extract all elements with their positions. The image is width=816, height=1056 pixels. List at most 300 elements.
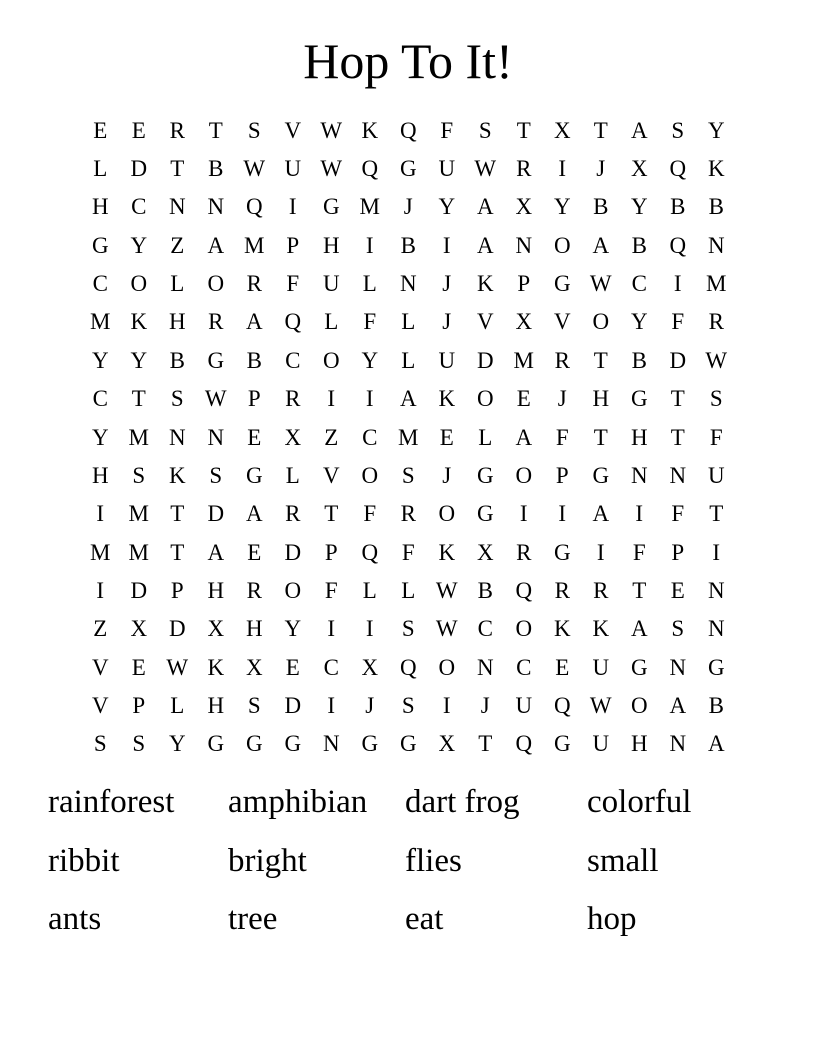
grid-letter: D bbox=[168, 616, 186, 642]
grid-letter: E bbox=[555, 654, 570, 680]
grid-letter: C bbox=[285, 347, 301, 373]
grid-letter: G bbox=[592, 462, 610, 488]
puzzle-title: Hop To It! bbox=[303, 33, 513, 89]
grid-letter: T bbox=[709, 501, 724, 527]
grid-letter: R bbox=[285, 501, 301, 527]
grid-letter: G bbox=[553, 539, 571, 565]
grid-letter: E bbox=[93, 117, 108, 143]
grid-letter: O bbox=[284, 577, 302, 603]
grid-letter: F bbox=[324, 577, 338, 603]
grid-letter: B bbox=[169, 347, 185, 373]
grid-letter: A bbox=[630, 117, 648, 143]
grid-letter: G bbox=[245, 731, 263, 757]
grid-letter: J bbox=[442, 462, 452, 488]
grid-letter: A bbox=[399, 386, 417, 412]
grid-letter: H bbox=[91, 462, 109, 488]
grid-letter: M bbox=[90, 309, 111, 335]
grid-letter: S bbox=[709, 386, 723, 412]
grid-letter: U bbox=[592, 731, 610, 757]
grid-letter: D bbox=[207, 501, 225, 527]
grid-letter: N bbox=[476, 654, 494, 680]
grid-letter: H bbox=[245, 616, 263, 642]
grid-letter: N bbox=[207, 424, 225, 450]
grid-letter: S bbox=[671, 616, 685, 642]
grid-letter: C bbox=[362, 424, 378, 450]
grid-letter: S bbox=[247, 693, 261, 719]
grid-letter: S bbox=[671, 117, 685, 143]
grid-letter: T bbox=[208, 117, 223, 143]
grid-letter: W bbox=[166, 654, 189, 680]
grid-letter: H bbox=[168, 309, 186, 335]
grid-letter: W bbox=[243, 156, 266, 182]
grid-letter: Y bbox=[284, 616, 302, 642]
grid-letter: W bbox=[589, 693, 612, 719]
grid-letter: G bbox=[322, 194, 340, 220]
grid-letter: B bbox=[400, 232, 416, 258]
grid-letter: M bbox=[128, 424, 149, 450]
grid-letter: O bbox=[515, 616, 533, 642]
grid-letter: G bbox=[553, 271, 571, 297]
grid-letter: R bbox=[246, 271, 262, 297]
grid-letter: M bbox=[90, 539, 111, 565]
grid-letter: X bbox=[130, 616, 148, 642]
grid-letter: X bbox=[630, 156, 648, 182]
grid-letter: N bbox=[707, 577, 725, 603]
grid-letter: L bbox=[362, 577, 377, 603]
grid-letter: P bbox=[286, 232, 300, 258]
grid-letter: X bbox=[515, 194, 533, 220]
grid-letter: W bbox=[589, 271, 612, 297]
grid-letter: S bbox=[401, 616, 415, 642]
grid-letter: X bbox=[361, 654, 379, 680]
grid-letter: G bbox=[553, 731, 571, 757]
grid-letter: O bbox=[361, 462, 379, 488]
grid-letter: E bbox=[670, 577, 685, 603]
grid-letter: H bbox=[91, 194, 109, 220]
grid-letter: R bbox=[400, 501, 416, 527]
grid-letter: U bbox=[592, 654, 610, 680]
grid-letter: N bbox=[669, 654, 687, 680]
grid-letter: K bbox=[553, 616, 571, 642]
grid-letter: J bbox=[480, 693, 490, 719]
grid-letter: A bbox=[630, 616, 648, 642]
grid-letter: G bbox=[630, 654, 648, 680]
grid-letter: U bbox=[322, 271, 340, 297]
grid-letter: I bbox=[365, 232, 374, 258]
grid-letter: N bbox=[669, 462, 687, 488]
grid-letter: I bbox=[288, 194, 297, 220]
grid-letter: H bbox=[207, 693, 225, 719]
grid-letter: D bbox=[130, 156, 148, 182]
grid-letter: A bbox=[707, 731, 725, 757]
grid-letter: A bbox=[476, 194, 494, 220]
grid-letter: Y bbox=[630, 194, 648, 220]
grid-letter: W bbox=[204, 386, 227, 412]
word-item: colorful bbox=[587, 784, 692, 820]
grid-letter: E bbox=[131, 117, 146, 143]
grid-letter: W bbox=[474, 156, 497, 182]
grid-letter: F bbox=[401, 539, 415, 565]
grid-letter: R bbox=[554, 577, 570, 603]
grid-letter: T bbox=[170, 501, 185, 527]
grid-letter: M bbox=[128, 539, 149, 565]
grid-letter: V bbox=[553, 309, 571, 335]
grid-letter: G bbox=[476, 462, 494, 488]
grid-letter: Q bbox=[284, 309, 302, 335]
grid-letter: V bbox=[284, 117, 302, 143]
grid-letter: L bbox=[285, 462, 300, 488]
grid-letter: Q bbox=[669, 232, 687, 258]
grid-letter: S bbox=[247, 117, 261, 143]
grid-letter: B bbox=[208, 156, 224, 182]
grid-letter: R bbox=[593, 577, 609, 603]
grid-letter: N bbox=[207, 194, 225, 220]
grid-letter: B bbox=[246, 347, 262, 373]
grid-letter: S bbox=[401, 462, 415, 488]
grid-letter: V bbox=[91, 654, 109, 680]
grid-letter: X bbox=[553, 117, 571, 143]
grid-letter: G bbox=[284, 731, 302, 757]
grid-letter: I bbox=[442, 693, 451, 719]
grid-letter: L bbox=[362, 271, 377, 297]
grid-letter: Y bbox=[168, 731, 186, 757]
grid-letter: T bbox=[170, 156, 185, 182]
grid-letter: U bbox=[438, 156, 456, 182]
grid-letter: N bbox=[515, 232, 533, 258]
grid-letter: I bbox=[96, 577, 105, 603]
grid-letter: Y bbox=[361, 347, 379, 373]
grid-letter: V bbox=[322, 462, 340, 488]
grid-letter: I bbox=[365, 616, 374, 642]
grid-letter: K bbox=[592, 616, 610, 642]
grid-letter: Y bbox=[130, 232, 148, 258]
grid-letter: K bbox=[207, 654, 225, 680]
grid-letter: W bbox=[435, 577, 458, 603]
grid-letter: J bbox=[403, 194, 413, 220]
grid-letter: B bbox=[670, 194, 686, 220]
grid-letter: A bbox=[669, 693, 687, 719]
word-item: tree bbox=[228, 901, 278, 938]
grid-letter: F bbox=[440, 117, 454, 143]
grid-letter: T bbox=[324, 501, 339, 527]
grid-letter: P bbox=[517, 271, 531, 297]
grid-letter: T bbox=[632, 577, 647, 603]
grid-letter: K bbox=[130, 309, 148, 335]
grid-letter: N bbox=[399, 271, 417, 297]
grid-letter: H bbox=[322, 232, 340, 258]
grid-letter: R bbox=[169, 117, 185, 143]
word-item: flies bbox=[405, 842, 462, 879]
grid-letter: K bbox=[438, 386, 456, 412]
word-item: bright bbox=[228, 842, 307, 879]
grid-letter: I bbox=[96, 501, 105, 527]
grid-letter: O bbox=[322, 347, 340, 373]
grid-letter: J bbox=[442, 309, 452, 335]
grid-letter: E bbox=[247, 539, 262, 565]
grid-letter: B bbox=[477, 577, 493, 603]
grid-letter: L bbox=[478, 424, 493, 450]
grid-letter: S bbox=[132, 731, 146, 757]
grid-letter: G bbox=[476, 501, 494, 527]
grid-letter: X bbox=[476, 539, 494, 565]
grid-letter: T bbox=[478, 731, 493, 757]
grid-letter: E bbox=[439, 424, 454, 450]
grid-letter: C bbox=[323, 654, 339, 680]
grid-letter: N bbox=[630, 462, 648, 488]
grid-letter: P bbox=[247, 386, 261, 412]
grid-letter: Q bbox=[399, 117, 417, 143]
grid-letter: A bbox=[207, 539, 225, 565]
grid-letter: Y bbox=[438, 194, 456, 220]
grid-letter: R bbox=[246, 577, 262, 603]
grid-letter: Z bbox=[93, 616, 108, 642]
grid-letter: I bbox=[365, 386, 374, 412]
grid-letter: P bbox=[671, 539, 685, 565]
grid-letter: O bbox=[515, 462, 533, 488]
grid-letter: J bbox=[557, 386, 567, 412]
grid-letter: I bbox=[327, 386, 336, 412]
grid-letter: R bbox=[554, 347, 570, 373]
grid-letter: B bbox=[708, 693, 724, 719]
grid-letter: B bbox=[631, 347, 647, 373]
grid-letter: R bbox=[285, 386, 301, 412]
grid-letter: F bbox=[709, 424, 723, 450]
grid-letter: J bbox=[596, 156, 606, 182]
grid-letter: I bbox=[558, 156, 567, 182]
grid-letter: C bbox=[631, 271, 647, 297]
grid-letter: A bbox=[476, 232, 494, 258]
grid-letter: L bbox=[170, 693, 185, 719]
grid-letter: X bbox=[515, 309, 533, 335]
grid-letter: I bbox=[673, 271, 682, 297]
grid-letter: E bbox=[285, 654, 300, 680]
grid-letter: P bbox=[324, 539, 338, 565]
grid-letter: N bbox=[707, 616, 725, 642]
grid-letter: W bbox=[435, 616, 458, 642]
grid-letter: O bbox=[130, 271, 148, 297]
grid-letter: Q bbox=[515, 731, 533, 757]
grid-letter: A bbox=[592, 501, 610, 527]
grid-letter: A bbox=[245, 501, 263, 527]
grid-letter: G bbox=[707, 654, 725, 680]
grid-letter: X bbox=[438, 731, 456, 757]
grid-letter: R bbox=[208, 309, 224, 335]
grid-letter: U bbox=[515, 693, 533, 719]
grid-letter: C bbox=[131, 194, 147, 220]
grid-letter: I bbox=[327, 616, 336, 642]
word-item: amphibian bbox=[228, 784, 368, 820]
grid-letter: S bbox=[93, 731, 107, 757]
grid-letter: Y bbox=[553, 194, 571, 220]
grid-letter: G bbox=[399, 731, 417, 757]
grid-letter: D bbox=[284, 693, 302, 719]
grid-letter: K bbox=[168, 462, 186, 488]
grid-letter: T bbox=[670, 386, 685, 412]
grid-letter: S bbox=[209, 462, 223, 488]
grid-letter: G bbox=[245, 462, 263, 488]
grid-letter: R bbox=[708, 309, 724, 335]
grid-letter: T bbox=[516, 117, 531, 143]
grid-letter: S bbox=[478, 117, 492, 143]
word-item: eat bbox=[405, 901, 444, 938]
grid-letter: I bbox=[596, 539, 605, 565]
grid-letter: M bbox=[398, 424, 419, 450]
grid-letter: C bbox=[516, 654, 532, 680]
grid-letter: K bbox=[476, 271, 494, 297]
grid-letter: L bbox=[170, 271, 185, 297]
word-item: dart frog bbox=[405, 784, 520, 820]
grid-letter: Q bbox=[399, 654, 417, 680]
grid-letter: G bbox=[399, 156, 417, 182]
grid-letter: M bbox=[128, 501, 149, 527]
grid-letter: E bbox=[516, 386, 531, 412]
grid-letter: O bbox=[438, 654, 456, 680]
grid-letter: N bbox=[669, 731, 687, 757]
grid-letter: H bbox=[630, 731, 648, 757]
grid-letter: O bbox=[476, 386, 494, 412]
grid-letter: I bbox=[558, 501, 567, 527]
grid-letter: F bbox=[671, 309, 685, 335]
grid-letter: D bbox=[130, 577, 148, 603]
grid-letter: A bbox=[207, 232, 225, 258]
grid-letter: R bbox=[516, 156, 532, 182]
grid-letter: X bbox=[245, 654, 263, 680]
grid-letter: G bbox=[361, 731, 379, 757]
grid-letter: D bbox=[284, 539, 302, 565]
grid-letter: E bbox=[247, 424, 262, 450]
grid-letter: D bbox=[476, 347, 494, 373]
grid-letter: T bbox=[593, 424, 608, 450]
grid-letter: T bbox=[670, 424, 685, 450]
grid-letter: Q bbox=[361, 539, 379, 565]
grid-letter: G bbox=[207, 347, 225, 373]
grid-letter: Q bbox=[553, 693, 571, 719]
grid-letter: I bbox=[712, 539, 721, 565]
grid-letter: N bbox=[322, 731, 340, 757]
grid-letter: M bbox=[359, 194, 380, 220]
grid-letter: U bbox=[707, 462, 725, 488]
grid-letter: F bbox=[632, 539, 646, 565]
grid-letter: G bbox=[207, 731, 225, 757]
word-item: rainforest bbox=[48, 784, 175, 820]
grid-letter: V bbox=[91, 693, 109, 719]
grid-letter: U bbox=[438, 347, 456, 373]
grid-letter: P bbox=[132, 693, 146, 719]
grid-letter: E bbox=[131, 654, 146, 680]
grid-letter: H bbox=[630, 424, 648, 450]
grid-letter: M bbox=[706, 271, 727, 297]
grid-letter: G bbox=[91, 232, 109, 258]
grid-letter: A bbox=[515, 424, 533, 450]
grid-letter: Y bbox=[130, 347, 148, 373]
grid-letter: G bbox=[630, 386, 648, 412]
grid-letter: B bbox=[593, 194, 609, 220]
grid-letter: O bbox=[630, 693, 648, 719]
grid-letter: S bbox=[170, 386, 184, 412]
grid-letter: J bbox=[365, 693, 375, 719]
grid-letter: T bbox=[593, 117, 608, 143]
grid-letter: M bbox=[244, 232, 265, 258]
grid-letter: A bbox=[245, 309, 263, 335]
word-item: ribbit bbox=[48, 842, 120, 879]
grid-letter: K bbox=[707, 156, 725, 182]
grid-letter: X bbox=[284, 424, 302, 450]
grid-letter: F bbox=[363, 309, 377, 335]
grid-letter: W bbox=[320, 156, 343, 182]
grid-letter: B bbox=[708, 194, 724, 220]
word-list bbox=[48, 773, 787, 949]
grid-letter: W bbox=[320, 117, 343, 143]
grid-letter: N bbox=[168, 424, 186, 450]
grid-letter: A bbox=[592, 232, 610, 258]
word-item: hop bbox=[587, 901, 637, 938]
grid-letter: W bbox=[705, 347, 728, 373]
grid-letter: T bbox=[170, 539, 185, 565]
word-item: ants bbox=[48, 901, 102, 938]
grid-letter: L bbox=[401, 309, 416, 335]
grid-letter: I bbox=[635, 501, 644, 527]
grid-letter: O bbox=[438, 501, 456, 527]
grid-letter: Q bbox=[361, 156, 379, 182]
grid-letter: L bbox=[401, 347, 416, 373]
grid-letter: K bbox=[361, 117, 379, 143]
grid-letter: P bbox=[170, 577, 184, 603]
grid-letter: I bbox=[442, 232, 451, 258]
grid-letter: Q bbox=[245, 194, 263, 220]
grid-letter: Q bbox=[515, 577, 533, 603]
grid-letter: F bbox=[363, 501, 377, 527]
grid-letter: Z bbox=[324, 424, 339, 450]
grid-letter: C bbox=[92, 386, 108, 412]
letter-grid bbox=[81, 111, 736, 763]
grid-letter: R bbox=[516, 539, 532, 565]
grid-letter: K bbox=[438, 539, 456, 565]
grid-letter: N bbox=[707, 232, 725, 258]
grid-letter: X bbox=[207, 616, 225, 642]
grid-letter: T bbox=[131, 386, 146, 412]
grid-letter: M bbox=[513, 347, 534, 373]
grid-letter: Z bbox=[170, 232, 185, 258]
grid-letter: B bbox=[631, 232, 647, 258]
grid-letter: L bbox=[324, 309, 339, 335]
grid-letter: O bbox=[553, 232, 571, 258]
grid-letter: U bbox=[284, 156, 302, 182]
grid-letter: P bbox=[555, 462, 569, 488]
grid-letter: O bbox=[207, 271, 225, 297]
grid-letter: Y bbox=[707, 117, 725, 143]
grid-letter: Y bbox=[91, 424, 109, 450]
grid-letter: D bbox=[669, 347, 687, 373]
grid-letter: C bbox=[92, 271, 108, 297]
grid-letter: H bbox=[592, 386, 610, 412]
grid-letter: Q bbox=[669, 156, 687, 182]
grid-letter: T bbox=[593, 347, 608, 373]
grid-letter: L bbox=[93, 156, 108, 182]
grid-letter: L bbox=[401, 577, 416, 603]
word-item: small bbox=[587, 842, 659, 879]
grid-letter: Y bbox=[91, 347, 109, 373]
grid-letter: F bbox=[671, 501, 685, 527]
grid-letter: V bbox=[476, 309, 494, 335]
grid-letter: S bbox=[132, 462, 146, 488]
grid-letter: Y bbox=[630, 309, 648, 335]
grid-letter: F bbox=[286, 271, 300, 297]
grid-letter: O bbox=[592, 309, 610, 335]
grid-letter: I bbox=[327, 693, 336, 719]
grid-letter: F bbox=[555, 424, 569, 450]
grid-letter: S bbox=[401, 693, 415, 719]
grid-letter: J bbox=[442, 271, 452, 297]
